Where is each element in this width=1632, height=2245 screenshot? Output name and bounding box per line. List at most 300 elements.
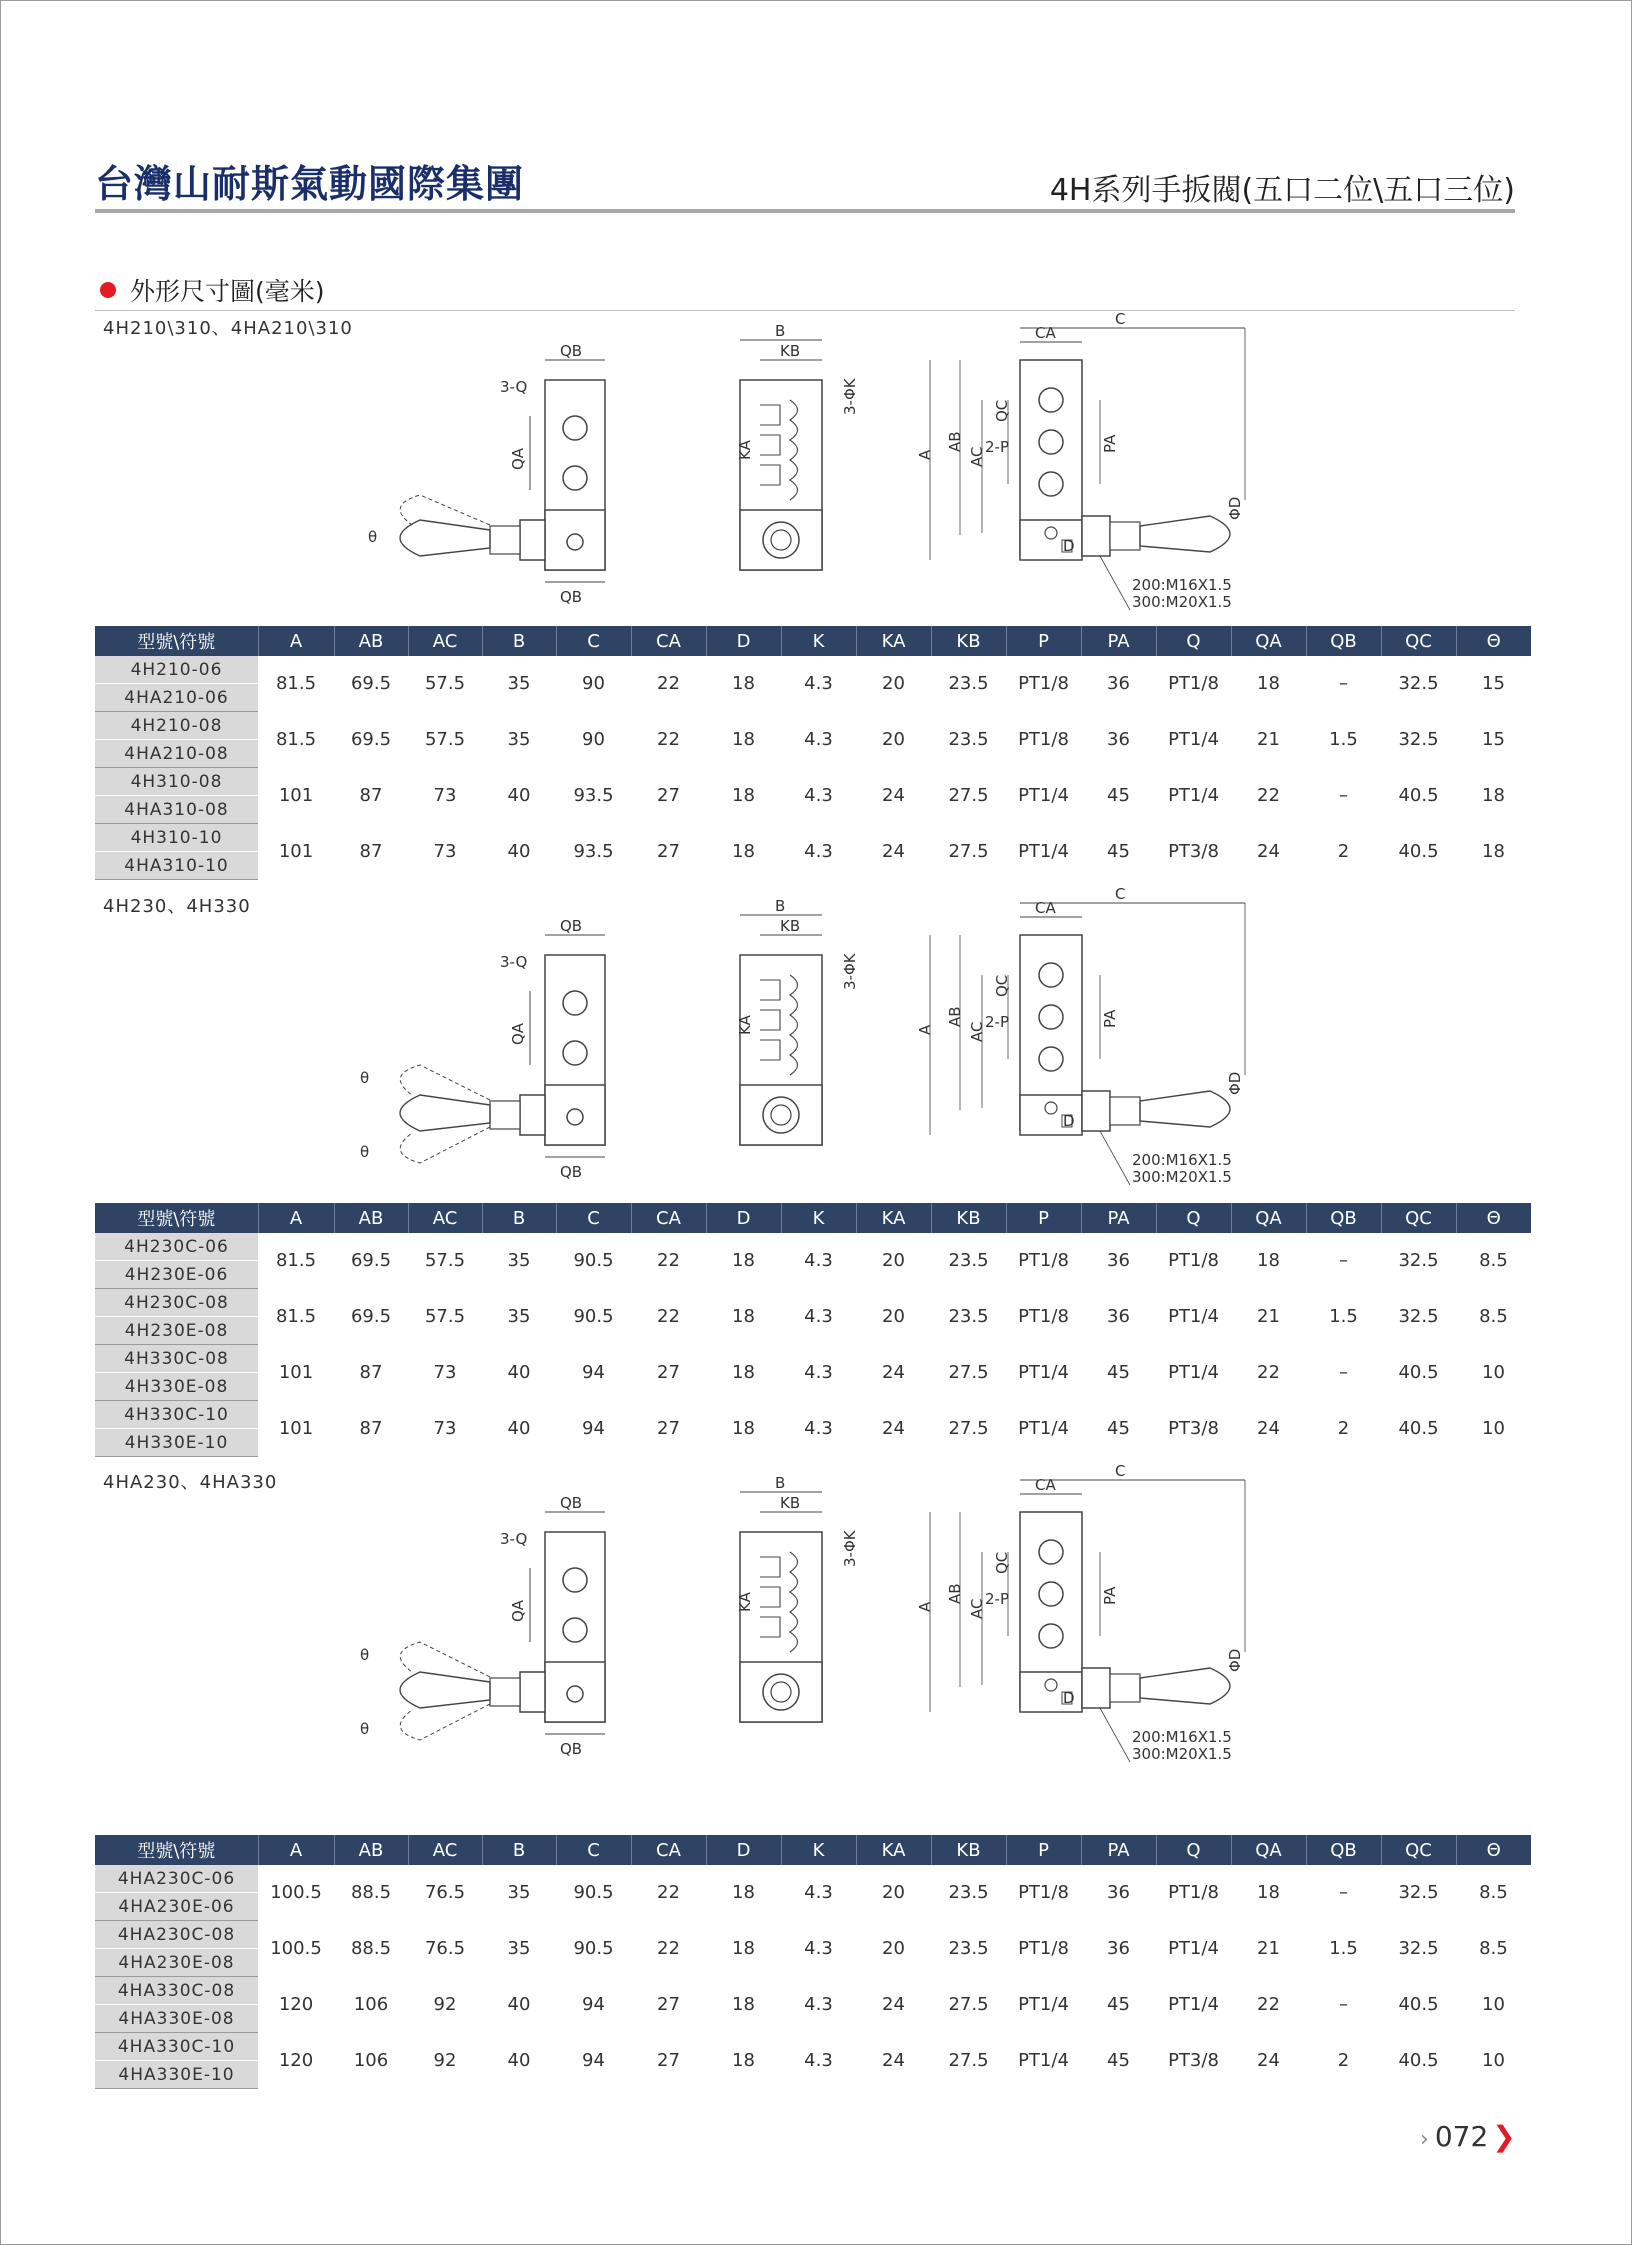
- svg-text:200:M16X1.5: 200:M16X1.5: [1132, 1728, 1232, 1746]
- value-cell: PT1/4: [1168, 729, 1219, 750]
- column-header: K: [781, 1835, 856, 1865]
- value-cell: 69.5: [350, 1306, 392, 1327]
- value-cell: 101: [278, 1418, 314, 1439]
- column-header: A: [258, 626, 334, 656]
- column-header: 型號\符號: [95, 1835, 258, 1865]
- value-cell: 24: [1257, 841, 1280, 862]
- svg-text:200:M16X1.5: 200:M16X1.5: [1132, 1151, 1232, 1169]
- value-cell: 106: [353, 1994, 389, 2015]
- model-cell: 4HA330E-08: [95, 2005, 258, 2033]
- svg-text:AB: AB: [946, 1583, 964, 1604]
- value-cell: 76.5: [424, 1938, 466, 1959]
- value-cell: 4.3: [804, 1250, 833, 1272]
- value-cell: 36: [1107, 1250, 1130, 1272]
- column-header: QC: [1381, 1835, 1456, 1865]
- value-cell: 18: [732, 673, 755, 695]
- model-cell: 4H330E-08: [95, 1373, 258, 1401]
- value-cell: 15: [1482, 673, 1505, 695]
- value-cell: 4.3: [804, 673, 833, 695]
- value-cell: 81.5: [275, 1306, 317, 1327]
- svg-text:PA: PA: [1101, 1586, 1119, 1605]
- value-cell: 57.5: [424, 1250, 466, 1272]
- column-header: QA: [1231, 1203, 1306, 1233]
- svg-text:QB: QB: [560, 342, 583, 360]
- page-number: [1420, 2120, 1516, 2153]
- value-cell: 18: [1257, 673, 1280, 695]
- column-header: QB: [1306, 1203, 1381, 1233]
- value-cell: 94: [582, 2050, 605, 2071]
- value-cell: 40.5: [1398, 1418, 1439, 1439]
- value-cell: 101: [278, 785, 314, 806]
- value-cell: –: [1339, 1882, 1348, 1904]
- value-cell: 36: [1107, 1306, 1130, 1327]
- column-header: AB: [334, 1203, 408, 1233]
- model-cell: 4H230E-06: [95, 1261, 258, 1289]
- page-number-text: 072: [1434, 2120, 1489, 2153]
- value-cell: 22: [657, 1882, 680, 1904]
- value-cell: 92: [433, 1994, 457, 2015]
- svg-text:B: B: [775, 897, 786, 915]
- value-cell: 40.5: [1398, 1994, 1439, 2015]
- value-cell: 18: [1257, 1882, 1280, 1904]
- value-cell: 87: [359, 841, 383, 862]
- value-cell: 18: [732, 1362, 755, 1383]
- svg-text:CA: CA: [1035, 324, 1056, 342]
- value-cell: 36: [1107, 729, 1130, 750]
- value-cell: PT1/4: [1018, 1994, 1069, 2015]
- svg-text:3-ΦK: 3-ΦK: [841, 953, 859, 990]
- value-cell: 45: [1107, 1362, 1130, 1383]
- svg-text:CA: CA: [1035, 899, 1056, 917]
- svg-text:3-Q: 3-Q: [500, 1530, 528, 1548]
- column-header: QA: [1231, 626, 1306, 656]
- value-cell: 40.5: [1398, 1362, 1439, 1383]
- value-cell: 27.5: [948, 2050, 989, 2071]
- value-cell: 35: [507, 1306, 531, 1327]
- value-cell: 18: [732, 1938, 755, 1959]
- value-cell: 57.5: [424, 1306, 466, 1327]
- value-cell: –: [1339, 1994, 1348, 2015]
- svg-text:D: D: [1063, 537, 1075, 555]
- value-cell: 27: [657, 1994, 680, 2015]
- value-cell: PT1/8: [1018, 1882, 1069, 1904]
- value-cell: 18: [1482, 841, 1505, 862]
- table-row: [95, 1921, 1531, 1949]
- column-header: QB: [1306, 626, 1381, 656]
- svg-text:3-Q: 3-Q: [500, 378, 528, 396]
- value-cell: 45: [1107, 1418, 1130, 1439]
- value-cell: PT1/8: [1168, 673, 1219, 695]
- svg-text:QA: QA: [509, 447, 527, 470]
- value-cell: 90: [582, 673, 605, 695]
- value-cell: PT1/4: [1018, 785, 1069, 806]
- value-cell: 2: [1337, 2050, 1350, 2071]
- column-header: Q: [1156, 1835, 1231, 1865]
- value-cell: 18: [732, 1250, 755, 1272]
- value-cell: 90: [582, 729, 605, 750]
- value-cell: 35: [507, 1250, 531, 1272]
- value-cell: 23.5: [948, 729, 989, 750]
- model-cell: 4H310-10: [95, 824, 258, 852]
- column-header: CA: [631, 1835, 706, 1865]
- svg-text:D: D: [1063, 1689, 1075, 1707]
- model-cell: 4H230C-08: [95, 1289, 258, 1317]
- value-cell: 18: [732, 1882, 755, 1904]
- column-header: KB: [931, 1203, 1006, 1233]
- svg-text:QB: QB: [560, 1494, 583, 1512]
- svg-text:A: A: [916, 1601, 934, 1612]
- column-header: P: [1006, 626, 1081, 656]
- value-cell: 24: [882, 1362, 905, 1383]
- svg-text:QC: QC: [993, 1551, 1011, 1574]
- value-cell: 23.5: [948, 1250, 989, 1272]
- value-cell: 20: [882, 1306, 905, 1327]
- value-cell: 24: [882, 2050, 905, 2071]
- dimension-drawing: [360, 310, 1300, 620]
- value-cell: 21: [1257, 729, 1280, 750]
- svg-text:θ: θ: [368, 528, 378, 546]
- chevron-right-icon: ›: [1420, 2127, 1429, 2152]
- red-chevron-icon: ❯: [1492, 2120, 1516, 2153]
- value-cell: 1.5: [1329, 1306, 1358, 1327]
- value-cell: 93.5: [573, 841, 614, 862]
- table-row: [95, 1977, 1531, 2005]
- value-cell: 40.5: [1398, 785, 1439, 806]
- value-cell: 94: [582, 1418, 605, 1439]
- svg-text:3-ΦK: 3-ΦK: [841, 1530, 859, 1567]
- svg-text:QB: QB: [560, 1740, 583, 1758]
- value-cell: PT1/4: [1018, 1418, 1069, 1439]
- column-header: A: [258, 1203, 334, 1233]
- spec-table: [95, 626, 1531, 880]
- svg-text:QB: QB: [560, 588, 583, 606]
- value-cell: 36: [1107, 1938, 1130, 1959]
- column-header: B: [482, 626, 556, 656]
- value-cell: 101: [278, 841, 314, 862]
- svg-text:θ: θ: [360, 1069, 370, 1087]
- header-rule: [95, 209, 1515, 213]
- value-cell: 73: [433, 1362, 457, 1383]
- value-cell: 35: [507, 729, 531, 750]
- value-cell: PT1/4: [1018, 2050, 1069, 2071]
- column-header: KB: [931, 626, 1006, 656]
- value-cell: 18: [732, 1418, 755, 1439]
- value-cell: 90.5: [573, 1306, 614, 1327]
- column-header: 型號\符號: [95, 1203, 258, 1233]
- value-cell: 18: [1482, 785, 1505, 806]
- column-header: QA: [1231, 1835, 1306, 1865]
- value-cell: 45: [1107, 1994, 1130, 2015]
- svg-text:θ: θ: [360, 1720, 370, 1738]
- column-header: A: [258, 1835, 334, 1865]
- value-cell: 40: [507, 1994, 531, 2015]
- value-cell: PT1/8: [1018, 1938, 1069, 1959]
- column-header: QC: [1381, 626, 1456, 656]
- value-cell: 87: [359, 785, 383, 806]
- spec-table: [95, 1203, 1531, 1457]
- value-cell: 4.3: [804, 1418, 833, 1439]
- value-cell: 24: [882, 1994, 905, 2015]
- svg-text:ΦD: ΦD: [1226, 496, 1244, 520]
- svg-text:QA: QA: [509, 1022, 527, 1045]
- dimension-drawing: [360, 1462, 1300, 1772]
- value-cell: 22: [657, 1306, 680, 1327]
- value-cell: 32.5: [1398, 1250, 1439, 1272]
- value-cell: 32.5: [1398, 729, 1439, 750]
- svg-text:θ: θ: [360, 1646, 370, 1664]
- value-cell: 24: [882, 1418, 905, 1439]
- value-cell: 2: [1337, 1418, 1350, 1439]
- series-title: 4H系列手扳閥(五口二位\五口三位): [1049, 173, 1515, 208]
- svg-text:B: B: [775, 1474, 786, 1492]
- spec-table: [95, 1835, 1531, 2089]
- model-cell: 4HA310-08: [95, 796, 258, 824]
- value-cell: PT1/4: [1168, 1938, 1219, 1959]
- value-cell: 57.5: [424, 673, 466, 695]
- column-header: PA: [1081, 626, 1156, 656]
- svg-text:3-ΦK: 3-ΦK: [841, 378, 859, 415]
- value-cell: 8.5: [1479, 1250, 1508, 1272]
- svg-text:B: B: [775, 322, 786, 340]
- value-cell: 45: [1107, 2050, 1130, 2071]
- column-header: Q: [1156, 626, 1231, 656]
- value-cell: 23.5: [948, 1306, 989, 1327]
- value-cell: 32.5: [1398, 1938, 1439, 1959]
- value-cell: PT1/8: [1018, 729, 1069, 750]
- group-label: 4H230、4H330: [103, 896, 251, 917]
- value-cell: 45: [1107, 841, 1130, 862]
- svg-text:AB: AB: [946, 1006, 964, 1027]
- value-cell: 4.3: [804, 841, 833, 862]
- svg-text:QC: QC: [993, 974, 1011, 997]
- value-cell: 18: [732, 2050, 755, 2071]
- value-cell: 4.3: [804, 729, 833, 750]
- value-cell: 2: [1337, 841, 1350, 862]
- svg-text:ΦD: ΦD: [1226, 1071, 1244, 1095]
- model-cell: 4H230C-06: [95, 1233, 258, 1261]
- value-cell: PT1/8: [1018, 1250, 1069, 1272]
- model-cell: 4HA230E-08: [95, 1949, 258, 1977]
- value-cell: 94: [582, 1362, 605, 1383]
- svg-text:2-P: 2-P: [985, 1590, 1010, 1608]
- value-cell: 40: [507, 2050, 531, 2071]
- column-header: Θ: [1456, 1203, 1531, 1233]
- model-cell: 4H310-08: [95, 768, 258, 796]
- value-cell: PT1/4: [1168, 785, 1219, 806]
- value-cell: 27: [657, 785, 680, 806]
- dimension-drawing: [360, 885, 1300, 1195]
- table-row: [95, 2033, 1531, 2061]
- value-cell: 21: [1257, 1938, 1280, 1959]
- column-header: C: [556, 626, 631, 656]
- value-cell: 76.5: [424, 1882, 466, 1904]
- value-cell: 120: [278, 1994, 314, 2015]
- column-header: B: [482, 1203, 556, 1233]
- value-cell: 10: [1482, 2050, 1505, 2071]
- svg-text:C: C: [1115, 885, 1126, 903]
- svg-text:QA: QA: [509, 1599, 527, 1622]
- table-row: [95, 1401, 1531, 1429]
- column-header: K: [781, 1203, 856, 1233]
- model-cell: 4HA210-08: [95, 740, 258, 768]
- value-cell: 10: [1482, 1994, 1505, 2015]
- value-cell: –: [1339, 785, 1348, 806]
- value-cell: 20: [882, 1250, 905, 1272]
- column-header: AB: [334, 1835, 408, 1865]
- value-cell: 27: [657, 1418, 680, 1439]
- value-cell: 8.5: [1479, 1882, 1508, 1904]
- column-header: CA: [631, 626, 706, 656]
- value-cell: 35: [507, 1938, 531, 1959]
- value-cell: 10: [1482, 1362, 1505, 1383]
- value-cell: 18: [732, 785, 755, 806]
- value-cell: 18: [732, 1994, 755, 2015]
- section-title: 外形尺寸圖(毫米): [130, 277, 325, 306]
- value-cell: 88.5: [350, 1882, 392, 1904]
- value-cell: 1.5: [1329, 729, 1358, 750]
- value-cell: 24: [882, 841, 905, 862]
- value-cell: 18: [732, 729, 755, 750]
- value-cell: 81.5: [275, 1250, 317, 1272]
- value-cell: 45: [1107, 785, 1130, 806]
- column-header: CA: [631, 1203, 706, 1233]
- value-cell: 4.3: [804, 1306, 833, 1327]
- svg-text:AC: AC: [968, 446, 986, 467]
- table-row: [95, 768, 1531, 796]
- table-row: [95, 1865, 1531, 1893]
- value-cell: 32.5: [1398, 673, 1439, 695]
- page-header: [95, 145, 1515, 217]
- value-cell: 4.3: [804, 785, 833, 806]
- red-bullet-icon: [100, 282, 116, 298]
- svg-text:KB: KB: [780, 917, 801, 935]
- svg-text:300:M20X1.5: 300:M20X1.5: [1132, 1745, 1232, 1763]
- column-header: PA: [1081, 1835, 1156, 1865]
- brand-title: 台灣山耐斯氣動國際集團: [95, 162, 525, 206]
- value-cell: PT1/8: [1018, 673, 1069, 695]
- value-cell: 93.5: [573, 785, 614, 806]
- value-cell: 27: [657, 1362, 680, 1383]
- column-header: KA: [856, 1203, 931, 1233]
- column-header: AC: [408, 626, 482, 656]
- svg-text:2-P: 2-P: [985, 1013, 1010, 1031]
- value-cell: 69.5: [350, 673, 392, 695]
- dimension-svg: [360, 1462, 1300, 1772]
- value-cell: 20: [882, 1882, 905, 1904]
- svg-text:KA: KA: [736, 1592, 754, 1612]
- column-header: D: [706, 1203, 781, 1233]
- column-header: C: [556, 1835, 631, 1865]
- value-cell: 73: [433, 841, 457, 862]
- svg-text:2-P: 2-P: [985, 438, 1010, 456]
- value-cell: 18: [732, 841, 755, 862]
- value-cell: 15: [1482, 729, 1505, 750]
- value-cell: 32.5: [1398, 1306, 1439, 1327]
- svg-text:AC: AC: [968, 1598, 986, 1619]
- value-cell: 100.5: [270, 1938, 322, 1959]
- value-cell: 20: [882, 673, 905, 695]
- column-header: AC: [408, 1835, 482, 1865]
- model-cell: 4HA330C-10: [95, 2033, 258, 2061]
- svg-text:300:M20X1.5: 300:M20X1.5: [1132, 593, 1232, 611]
- value-cell: 4.3: [804, 1362, 833, 1383]
- value-cell: 40: [507, 785, 531, 806]
- value-cell: 90.5: [573, 1882, 614, 1904]
- value-cell: 81.5: [275, 673, 317, 695]
- svg-text:PA: PA: [1101, 1009, 1119, 1028]
- model-cell: 4H330E-10: [95, 1429, 258, 1457]
- value-cell: 40: [507, 1418, 531, 1439]
- column-header: P: [1006, 1835, 1081, 1865]
- value-cell: 1.5: [1329, 1938, 1358, 1959]
- svg-text:AC: AC: [968, 1021, 986, 1042]
- value-cell: PT1/4: [1168, 1994, 1219, 2015]
- table-row: [95, 1289, 1531, 1317]
- value-cell: 8.5: [1479, 1938, 1508, 1959]
- value-cell: 36: [1107, 673, 1130, 695]
- value-cell: 4.3: [804, 1938, 833, 1959]
- value-cell: 22: [1257, 785, 1280, 806]
- svg-text:AB: AB: [946, 431, 964, 452]
- value-cell: 120: [278, 2050, 314, 2071]
- svg-text:QC: QC: [993, 399, 1011, 422]
- value-cell: 36: [1107, 1882, 1130, 1904]
- value-cell: PT1/4: [1018, 841, 1069, 862]
- value-cell: 40: [507, 1362, 531, 1383]
- model-cell: 4H230E-08: [95, 1317, 258, 1345]
- value-cell: 90.5: [573, 1938, 614, 1959]
- value-cell: 20: [882, 1938, 905, 1959]
- value-cell: PT1/8: [1168, 1882, 1219, 1904]
- value-cell: 40.5: [1398, 2050, 1439, 2071]
- svg-text:KA: KA: [736, 440, 754, 460]
- column-header: AC: [408, 1203, 482, 1233]
- table-row: [95, 824, 1531, 852]
- value-cell: 94: [582, 1994, 605, 2015]
- model-cell: 4HA230E-06: [95, 1893, 258, 1921]
- value-cell: 69.5: [350, 1250, 392, 1272]
- value-cell: 24: [1257, 1418, 1280, 1439]
- value-cell: 4.3: [804, 2050, 833, 2071]
- value-cell: 23.5: [948, 673, 989, 695]
- svg-text:PA: PA: [1101, 434, 1119, 453]
- value-cell: 100.5: [270, 1882, 322, 1904]
- column-header: KA: [856, 1835, 931, 1865]
- value-cell: 4.3: [804, 1882, 833, 1904]
- column-header: D: [706, 1835, 781, 1865]
- value-cell: –: [1339, 673, 1348, 695]
- svg-text:ΦD: ΦD: [1226, 1648, 1244, 1672]
- model-cell: 4HA230C-08: [95, 1921, 258, 1949]
- column-header: QB: [1306, 1835, 1381, 1865]
- value-cell: 21: [1257, 1306, 1280, 1327]
- value-cell: PT1/4: [1018, 1362, 1069, 1383]
- dimension-svg: [360, 310, 1300, 620]
- group-label: 4H210\310、4HA210\310: [103, 318, 353, 339]
- column-header: B: [482, 1835, 556, 1865]
- value-cell: 27.5: [948, 1418, 989, 1439]
- value-cell: 23.5: [948, 1882, 989, 1904]
- column-header: P: [1006, 1203, 1081, 1233]
- value-cell: –: [1339, 1250, 1348, 1272]
- svg-text:200:M16X1.5: 200:M16X1.5: [1132, 576, 1232, 594]
- model-cell: 4H210-08: [95, 712, 258, 740]
- column-header: QC: [1381, 1203, 1456, 1233]
- value-cell: 10: [1482, 1418, 1505, 1439]
- value-cell: 4.3: [804, 1994, 833, 2015]
- column-header: KA: [856, 626, 931, 656]
- value-cell: PT1/8: [1018, 1306, 1069, 1327]
